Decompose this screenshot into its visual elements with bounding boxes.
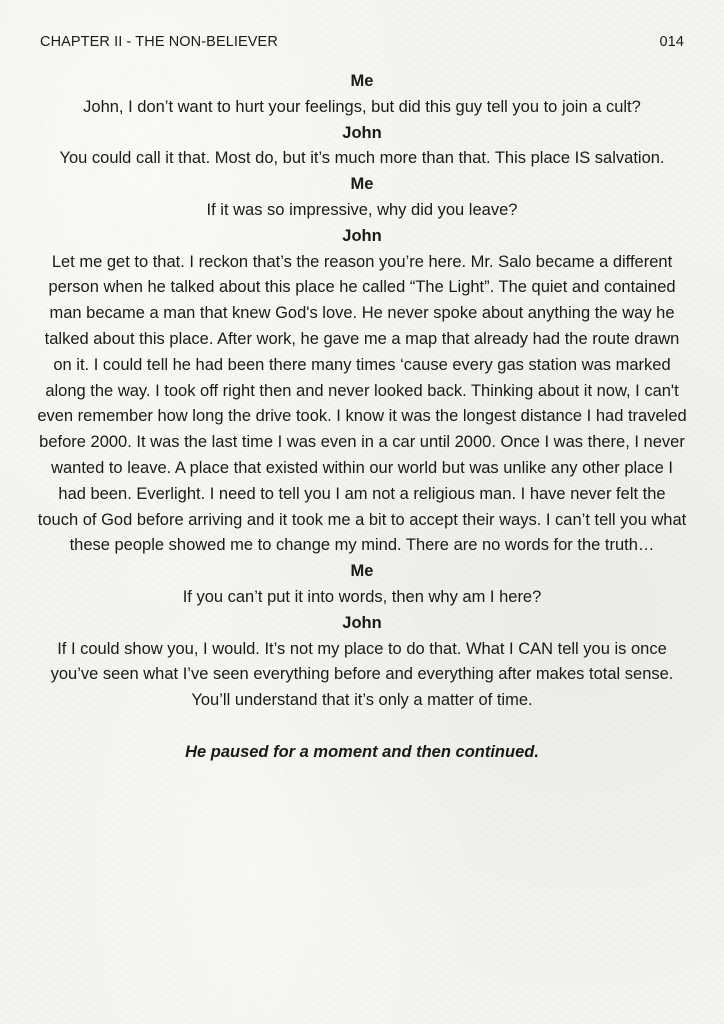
speaker-name: John: [342, 613, 382, 632]
dialogue-line: John, I don’t want to hurt your feelings, but did this guy tell you to join a cult?: [83, 97, 641, 116]
speaker-name: Me: [350, 175, 374, 194]
speaker-name: John: [342, 226, 382, 245]
script-body: [36, 69, 688, 766]
speaker-name: Me: [350, 562, 374, 581]
speaker-name: John: [342, 123, 382, 142]
dialogue-line: If it was so impressive, why did you leave?: [206, 200, 518, 219]
narration-line: He paused for a moment and then continued.: [185, 742, 539, 761]
speaker-name: Me: [350, 72, 374, 90]
dialogue-line: Let me get to that. I reckon that’s the reason you’re here. Mr. Salo became a different person when he talked about this place he called “The Light”. The quiet and contained man became a man that knew God's love. He never spoke about anything the way he talked about this place. After work, he gave me a map that already had the route drawn on it. I could tell he had been there many times ‘cause every gas station was marked along the way. I took off right then and never looked back. Thinking about it now, I can't even remember how long the drive took. I know it was the longest distance I had traveled before 2000. It was the last time I was even in a car until 2000. Once I was there, I never wanted to leave. A place that existed within our world but was unlike any other place I had been. Everlight. I need to tell you I am not a religious man. I have never felt the touch of God before arriving and it took me a bit to accept their ways. I can’t tell you what these people showed me to change my mind. There are no words for the truth…: [37, 252, 687, 555]
dialogue-line: If I could show you, I would. It’s not my place to do that. What I CAN tell you is once you’ve seen what I’ve seen everything before and everything after makes total sense. You’ll understand that it’s only a matter of time.: [50, 639, 674, 710]
chapter-title: CHAPTER II - THE NON-BELIEVER: [40, 34, 278, 50]
page-header: [40, 34, 684, 52]
dialogue-line: You could call it that. Most do, but it’s much more than that. This place IS salvation.: [59, 149, 665, 168]
dialogue-line: If you can’t put it into words, then why am I here?: [182, 587, 542, 606]
page-number: 014: [659, 34, 684, 50]
